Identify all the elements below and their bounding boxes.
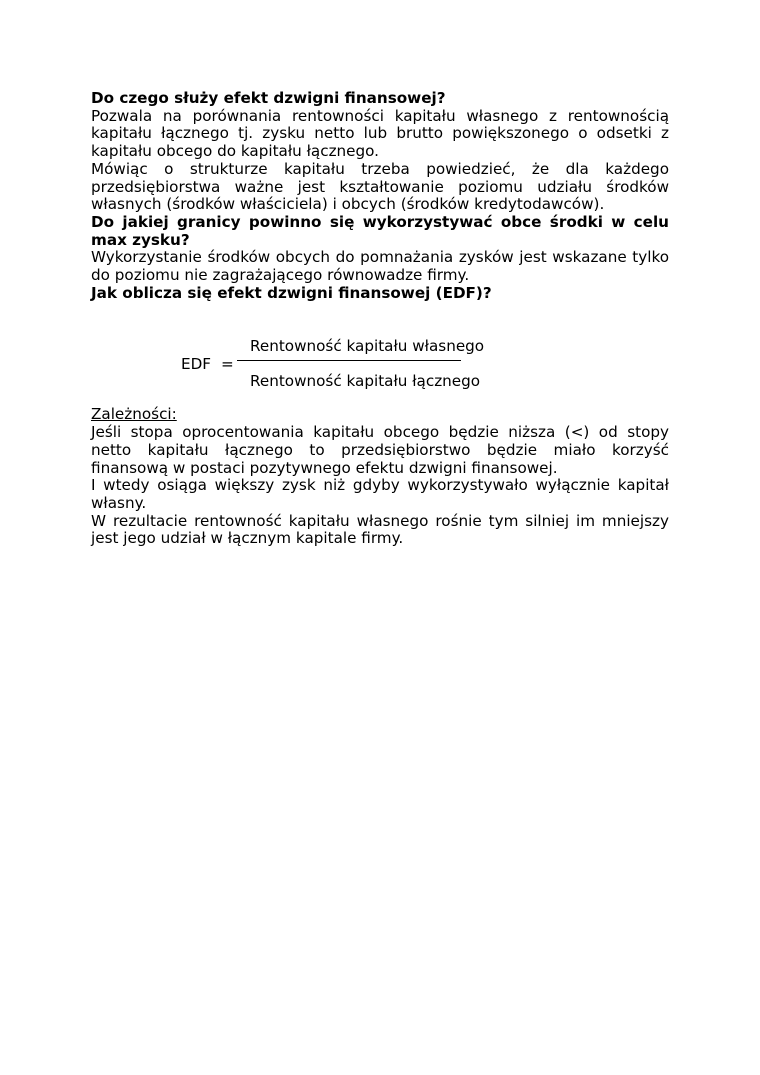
paragraph-external-funds-usage: Wykorzystanie środków obcych do pomnażania zysków jest wskazane tylko do poziomu nie zagrażającego równowadze firmy. <box>91 248 669 285</box>
paragraph-capital-structure: Mówiąc o strukturze kapitału trzeba powiedzieć, że dla każdego przedsiębiorstwa ważne jest kształtowanie poziomu udziału środków własnych (środków właściciela) i obcych (środków kredytodawców). <box>91 159 669 214</box>
question-heading-leverage-purpose: Do czego służy efekt dzwigni finansowej? <box>91 89 446 107</box>
paragraph-interest-rate-condition: Jeśli stopa oprocentowania kapitału obcego będzie niższa (<) od stopy netto kapitału łącznego to przedsiębiorstwo będzie miało korzyść finansową w postaci pozytywnego efektu dzwigni finansowej. <box>91 423 669 477</box>
formula-denominator: Rentowność kapitału łącznego <box>250 372 481 391</box>
formula-lhs: EDF <box>181 355 212 374</box>
question-heading-edf-calculation: Jak oblicza się efekt dzwigni finansowej (EDF)? <box>91 283 492 302</box>
formula-fraction-bar <box>237 360 461 361</box>
document-page <box>91 90 669 548</box>
paragraph-equity-return-growth: W rezultacie rentowność kapitału własnego rośnie tym silniej im mniejszy jest jego udział w łącznym kapitale firmy. <box>91 511 669 548</box>
paragraph-higher-profit: I wtedy osiąga większy zysk niż gdyby wykorzystywało wyłącznie kapitał własny. <box>91 476 669 512</box>
formula-numerator: Rentowność kapitału własnego <box>250 337 485 356</box>
formula-equals-sign: = <box>221 355 234 374</box>
question-heading-external-funds-limit: Do jakiej granicy powinno się wykorzystywać obce środki w celu max zysku? <box>91 212 669 249</box>
dependencies-label: Zależności: <box>91 405 177 424</box>
edf-formula <box>91 302 669 406</box>
paragraph-leverage-comparison: Pozwala na porównania rentowności kapitału własnego z rentownością kapitału łącznego tj. zysku netto lub brutto powiększonego o odsetki z kapitału obcego do kapitału łącznego. <box>91 106 669 161</box>
